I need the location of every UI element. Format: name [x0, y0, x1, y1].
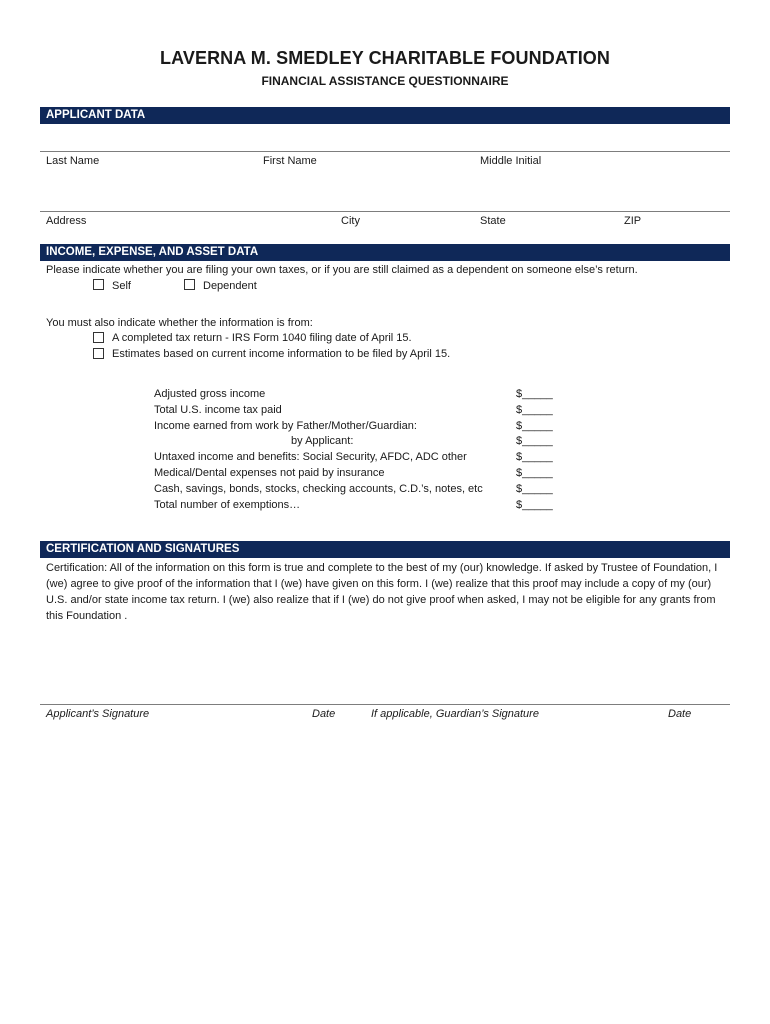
- signature-line: [40, 704, 730, 705]
- income-item-exemptions: Total number of exemptions…: [154, 498, 301, 511]
- first-name-label: First Name: [263, 155, 317, 167]
- form-subtitle: FINANCIAL ASSISTANCE QUESTIONNAIRE: [261, 74, 509, 88]
- tax-return-checkbox[interactable]: [93, 332, 104, 343]
- estimates-label: Estimates based on current income information to be filed by April 15.: [112, 348, 451, 360]
- form-title: LAVERNA M. SMEDLEY CHARITABLE FOUNDATION: [160, 48, 610, 68]
- section-header-income: INCOME, EXPENSE, AND ASSET DATA: [40, 244, 730, 261]
- amount-field-applicant-earnings[interactable]: $_____: [516, 435, 553, 448]
- tax-return-label: A completed tax return - IRS Form 1040 filing date of April 15.: [112, 332, 412, 344]
- applicant-date-label: Date: [312, 708, 336, 720]
- amount-field-parent-earnings[interactable]: $_____: [516, 419, 553, 432]
- amount-field-exemptions[interactable]: $_____: [516, 498, 553, 511]
- guardian-date-label: Date: [668, 708, 692, 720]
- income-item-assets: Cash, savings, bonds, stocks, checking accounts, C.D.’s, notes, etc: [154, 482, 483, 495]
- filing-instruction: Please indicate whether you are filing your own taxes, or if you are still claimed as a dependent on someone else’s return.: [46, 264, 638, 276]
- applicant-signature-label: Applicant’s Signature: [46, 708, 150, 720]
- address-row-line: [40, 211, 730, 212]
- income-item-list: [154, 387, 483, 513]
- self-label: Self: [112, 280, 131, 292]
- self-checkbox[interactable]: [93, 279, 104, 290]
- income-item-tax-paid: Total U.S. income tax paid: [154, 403, 282, 416]
- zip-label: ZIP: [624, 215, 642, 227]
- amount-field-tax-paid[interactable]: $_____: [516, 403, 553, 416]
- guardian-signature-label: If applicable, Guardian’s Signature: [371, 708, 539, 720]
- address-label: Address: [46, 215, 87, 227]
- state-label: State: [480, 215, 506, 227]
- section-header-applicant: APPLICANT DATA: [40, 107, 730, 124]
- estimates-checkbox[interactable]: [93, 348, 104, 359]
- income-item-agi: Adjusted gross income: [154, 388, 266, 400]
- city-label: City: [341, 215, 360, 227]
- last-name-label: Last Name: [46, 155, 100, 167]
- source-instruction: You must also indicate whether the information is from:: [46, 317, 313, 329]
- section-header-certification: CERTIFICATION AND SIGNATURES: [40, 541, 730, 558]
- income-item-applicant-earnings: by Applicant:: [291, 435, 354, 448]
- income-item-untaxed: Untaxed income and benefits: Social Security, AFDC, ADC other: [154, 451, 467, 464]
- certification-text: Certification: All of the information on this form is true and complete to the best of my (our) knowledge. If asked by Trustee of Foundation, I (we) agree to give proof of the information that I (we) have given on this form. I (we) realize that this proof may include a copy of my (our) U.S. and/or state income tax return. I (we) also realize that if I (we) do not give proof when asked, I may not be eligible for any grants from this Foundation .: [46, 562, 718, 622]
- amount-field-agi[interactable]: $_____: [516, 388, 553, 400]
- income-item-parent-earnings: Income earned from work by Father/Mother/Guardian:: [154, 419, 417, 432]
- amount-field-medical[interactable]: $_____: [516, 466, 553, 479]
- amount-field-list: [516, 387, 553, 513]
- income-item-medical: Medical/Dental expenses not paid by insurance: [154, 466, 385, 479]
- dependent-checkbox[interactable]: [184, 279, 195, 290]
- amount-field-untaxed[interactable]: $_____: [516, 451, 553, 464]
- dependent-label: Dependent: [203, 280, 257, 292]
- amount-field-assets[interactable]: $_____: [516, 482, 553, 495]
- name-row-line: [40, 151, 730, 152]
- middle-initial-label: Middle Initial: [480, 155, 542, 167]
